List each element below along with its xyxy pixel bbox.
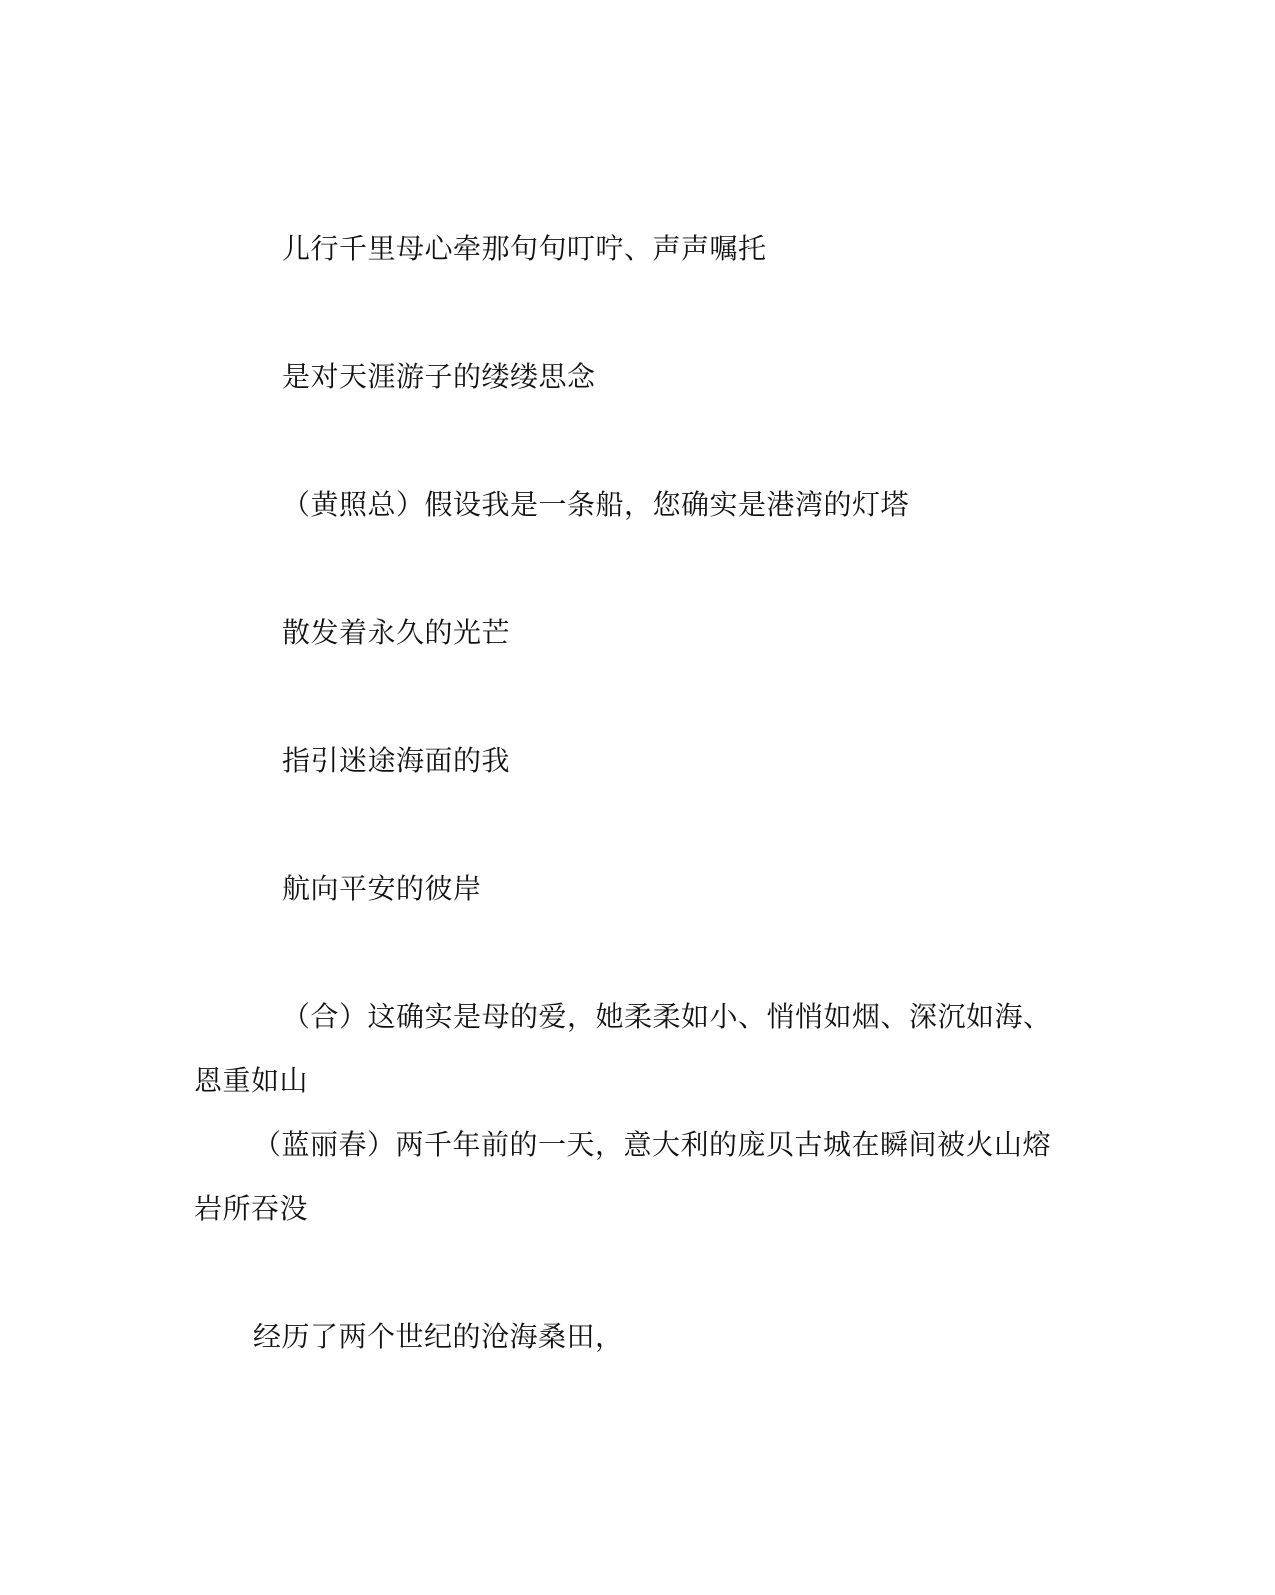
text-line-5: 指引迷途海面的我	[282, 744, 511, 777]
text-line-11: 经历了两个世纪的沧海桑田，	[253, 1320, 624, 1353]
text-line-1: 儿行千里母心牵那句句叮咛、声声嘱托	[282, 232, 767, 265]
text-line-8: 恩重如山	[194, 1064, 309, 1097]
text-line-2: 是对天涯游子的缕缕思念	[282, 360, 596, 393]
text-line-3: （黄照总）假设我是一条船，您确实是港湾的灯塔	[282, 488, 910, 521]
text-line-10: 岩所吞没	[194, 1192, 309, 1225]
text-line-4: 散发着永久的光芒	[282, 616, 511, 649]
text-line-9: （蓝丽春）两千年前的一天，意大利的庞贝古城在瞬间被火山熔	[253, 1128, 1052, 1161]
text-line-7: （合）这确实是母的爱，她柔柔如小、悄悄如烟、深沉如海、	[282, 1000, 1052, 1033]
text-line-6: 航向平安的彼岸	[282, 872, 482, 905]
